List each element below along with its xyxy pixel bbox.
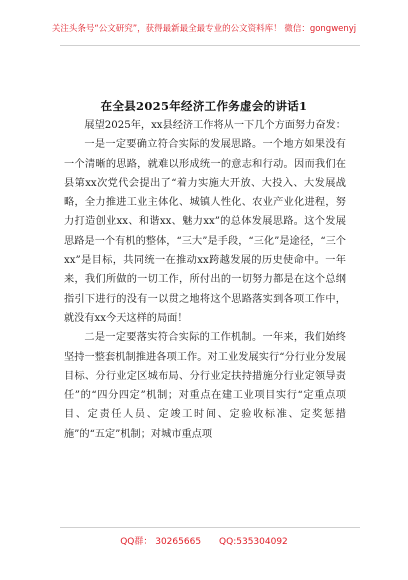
paragraph-second-point: 二是一定要落实符合实际的工作机制。一年来，我们始终坚持一整套机制推进各项工作。对工业发展实行“分行业分发展目标、分行业定区城布局、分行业定扶持措施分行业定领导责任”的“四分四定”机制；对重点在建工业项目实行“定重点项目、定责任人员、定竣工时间、定验收标准、定奖惩措施”的“五定”机制；对城市重点项: [64, 332, 346, 440]
document-body: [64, 116, 346, 444]
footer-divider: [60, 527, 360, 528]
footer-contact: [0, 534, 408, 547]
document-title: 在全县2025年经济工作务虚会的讲话1: [100, 99, 308, 113]
header-banner: 关注头条号“公文研究”，获得最新最全最专业的公文资料库！ 微信：gongwenyj: [51, 24, 357, 34]
footer-qq-group: QQ群： 30265665: [120, 537, 202, 547]
paragraph-intro: 展望2025年，xx县经济工作将从一下几个方面努力奋发：: [84, 120, 346, 131]
paragraph-first-point: 一是一定要确立符合实际的发展思路。一个地方如果没有一个清晰的思路，就难以形成统一的意志和行动。因而我们在县第xx次党代会提出了“着力实施大开放、大投入、大发展战略，全力推进工业主体化、城镇人性化、农业产业化进程，努力打造创业xx、和谐xx、魅力xx”的总体发展思路。这个发展思路是一个有机的整体，“三大”是手段，“三化”是途径，“三个xx”是目标，共同统一在推动xx跨越发展的历史使命中。一年来，我们所做的一切工作，所付出的一切努力都是在这个总纲指引下进行的没有一以贯之地将这个思路落实到各项工作中，就没有xx今天这样的局面！: [64, 139, 346, 324]
header-divider: [60, 45, 360, 46]
footer-qq-number: QQ:535304092: [219, 537, 288, 547]
